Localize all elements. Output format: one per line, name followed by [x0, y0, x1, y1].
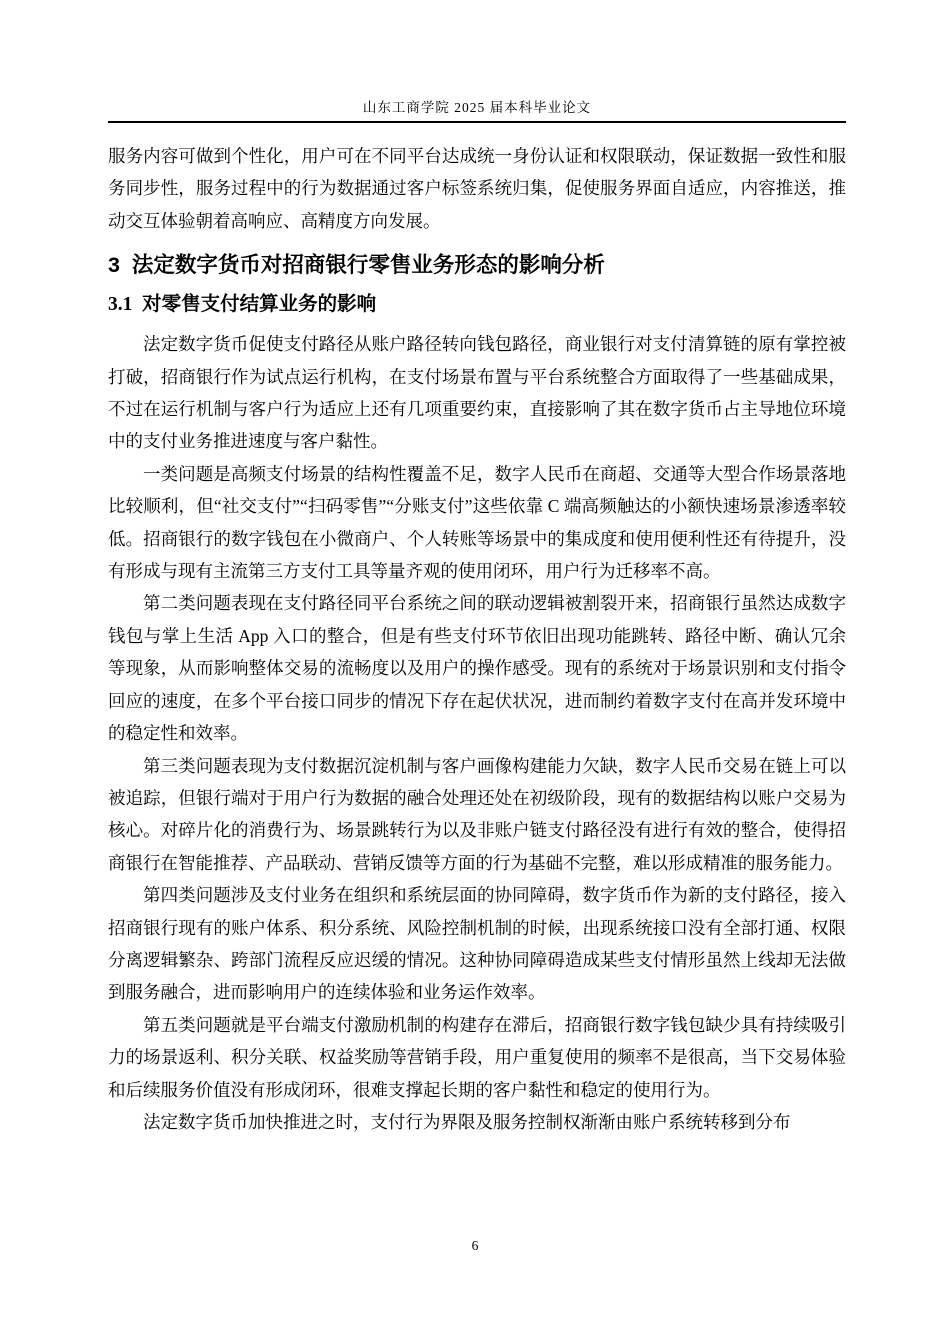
- page-header: [108, 96, 846, 116]
- body-paragraph: 一类问题是高频支付场景的结构性覆盖不足，数字人民币在商超、交通等大型合作场景落地比较顺利，但“社交支付”“扫码零售”“分账支付”这些依靠 C 端高频触达的小额快速场景渗透率较低。招商银行的数字钱包在小微商户、个人转账等场景中的集成度和使用便利性还有待提升，没有形成与现有主流第三方支付工具等量齐观的使用闭环，用户行为迁移率不高。: [108, 463, 846, 582]
- body-paragraph: 第三类问题表现为支付数据沉淀机制与客户画像构建能力欠缺，数字人民币交易在链上可以被追踪，但银行端对于用户行为数据的融合处理还处在初级阶段，现有的数据结构以账户交易为核心。对碎片化的消费行为、场景跳转行为以及非账户链支付路径没有进行有效的整合，使得招商银行在智能推荐、产品联动、营销反馈等方面的行为基础不完整，难以形成精准的服务能力。: [108, 755, 846, 873]
- header-divider: [108, 121, 846, 123]
- continuation-paragraph: 服务内容可做到个性化，用户可在不同平台达成统一身份认证和权限联动，保证数据一致性和服务同步性，服务过程中的行为数据通过客户标签系统归集，促使服务界面自适应，内容推送，推动交互体验朝着高响应、高精度方向发展。: [108, 146, 846, 231]
- section-heading: 3 法定数字货币对招商银行零售业务形态的影响分析: [108, 253, 605, 278]
- body-paragraph: 第二类问题表现在支付路径同平台系统之间的联动逻辑被割裂开来，招商银行虽然达成数字钱包与掌上生活 App 入口的整合，但是有些支付环节依旧出现功能跳转、路径中断、确认冗余等现象，从而影响整体交易的流畅度以及用户的操作感受。现有的系统对于场景识别和支付指令回应的速度，在多个平台接口同步的情况下存在起伏状况，进而制约着数字支付在高并发环境中的稳定性和效率。: [108, 593, 846, 744]
- document-body: [108, 140, 846, 1138]
- header-title: 山东工商学院 2025 届本科毕业论文: [362, 100, 592, 115]
- body-paragraph: 第五类问题就是平台端支付激励机制的构建存在滞后，招商银行数字钱包缺少具有持续吸引力的场景返利、积分关联、权益奖励等营销手段，用户重复使用的频率不是很高，当下交易体验和后续服务价值没有形成闭环，很难支撑起长期的客户黏性和稳定的使用行为。: [108, 1014, 846, 1100]
- body-paragraph: 法定数字货币加快推进之时，支付行为界限及服务控制权渐渐由账户系统转移到分布: [143, 1111, 791, 1132]
- page-number: 6: [471, 1238, 479, 1253]
- body-paragraph: 法定数字货币促使支付路径从账户路径转向钱包路径，商业银行对支付清算链的原有掌控被打破，招商银行作为试点运行机构，在支付场景布置与平台系统整合方面取得了一些基础成果，不过在运行机制与客户行为适应上还有几项重要约束，直接影响了其在数字货币占主导地位环境中的支付业务推进速度与客户黏性。: [108, 334, 846, 452]
- subsection-heading: 3.1 对零售支付结算业务的影响: [108, 294, 377, 316]
- body-paragraph: 第四类问题涉及支付业务在组织和系统层面的协同障碍，数字货币作为新的支付路径，接入招商银行现有的账户体系、积分系统、风险控制机制的时候，出现系统接口没有全部打通、权限分离逻辑繁杂、跨部门流程反应迟缓的情况。这种协同障碍造成某些支付情形虽然上线却无法做到服务融合，进而影响用户的连续体验和业务运作效率。: [108, 885, 846, 1003]
